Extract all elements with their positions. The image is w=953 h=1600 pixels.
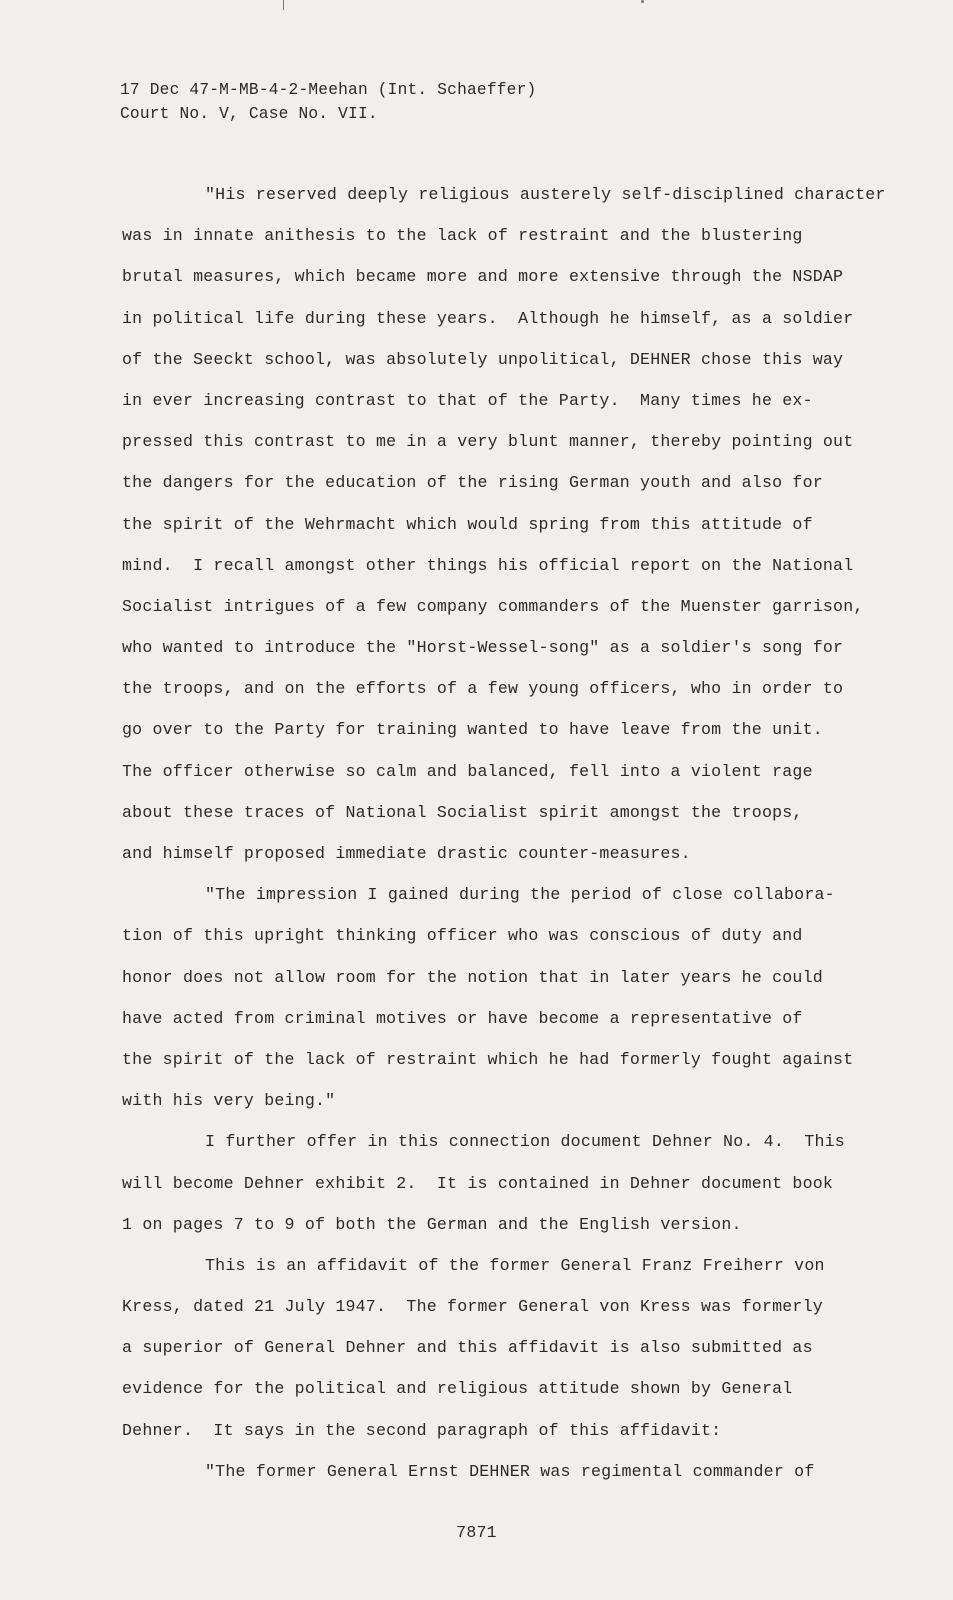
text-line: "His reserved deeply religious austerely self-disciplined character xyxy=(205,185,886,204)
text-line: 1 on pages 7 to 9 of both the German and the English version. xyxy=(122,1214,742,1234)
text-line: This is an affidavit of the former General Franz Freiherr von xyxy=(205,1255,825,1275)
text-line: "The impression I gained during the period of close collabora- xyxy=(205,885,835,905)
text-line: who wanted to introduce the "Horst-Wessel-song" as a soldier's song for xyxy=(122,638,844,658)
text-line: a superior of General Dehner and this affidavit is also submitted as xyxy=(122,1338,813,1358)
text-line: evidence for the political and religious attitude shown by General xyxy=(122,1379,793,1399)
text-line: the spirit of the Wehrmacht which would spring from this attitude of xyxy=(122,514,813,534)
text-line: pressed this contrast to me in a very blunt manner, thereby pointing out xyxy=(122,432,854,452)
text-line: and himself proposed immediate drastic counter-measures. xyxy=(122,844,691,863)
text-line: of the Seeckt school, was absolutely unpolitical, DEHNER chose this way xyxy=(122,349,844,369)
text-line: go over to the Party for training wanted to have leave from the unit. xyxy=(122,720,823,740)
transcript-body xyxy=(122,174,902,1492)
text-line: brutal measures, which became more and more extensive through the NSDAP xyxy=(122,267,844,287)
text-line: with his very being." xyxy=(122,1091,336,1111)
header-line-1: 17 Dec 47-M-MB-4-2-Meehan (Int. Schaeffer) xyxy=(120,81,537,99)
text-line: I further offer in this connection document Dehner No. 4. This xyxy=(205,1132,845,1152)
text-line: The officer otherwise so calm and balanced, fell into a violent rage xyxy=(122,761,813,781)
text-line: "The former General Ernst DEHNER was regimental commander of xyxy=(205,1461,815,1481)
margin-mark xyxy=(641,0,644,3)
text-line: the dangers for the education of the rising German youth and also for xyxy=(122,473,823,493)
text-line: Kress, dated 21 July 1947. The former General von Kress was formerly xyxy=(122,1297,823,1317)
text-line: mind. I recall amongst other things his official report on the National xyxy=(122,555,854,575)
text-line: Socialist intrigues of a few company commanders of the Muenster garrison, xyxy=(122,596,864,616)
text-line: honor does not allow room for the notion that in later years he could xyxy=(122,967,823,987)
page-number: 7871 xyxy=(456,1523,497,1542)
text-line: in political life during these years. Although he himself, as a soldier xyxy=(122,308,854,328)
text-line: Dehner. It says in the second paragraph of this affidavit: xyxy=(122,1420,722,1440)
text-line: will become Dehner exhibit 2. It is contained in Dehner document book xyxy=(122,1173,834,1193)
text-line: was in innate anithesis to the lack of restraint and the blustering xyxy=(122,226,803,246)
document-header xyxy=(120,78,536,126)
margin-mark xyxy=(283,0,284,10)
header-line-2: Court No. V, Case No. VII. xyxy=(120,105,378,123)
text-line: the troops, and on the efforts of a few young officers, who in order to xyxy=(122,679,844,699)
text-line: have acted from criminal motives or have become a representative of xyxy=(122,1008,803,1028)
text-line: the spirit of the lack of restraint which he had formerly fought against xyxy=(122,1049,854,1069)
text-line: about these traces of National Socialist spirit amongst the troops, xyxy=(122,802,803,822)
text-line: tion of this upright thinking officer who was conscious of duty and xyxy=(122,926,803,946)
text-line: in ever increasing contrast to that of the Party. Many times he ex- xyxy=(122,390,813,410)
